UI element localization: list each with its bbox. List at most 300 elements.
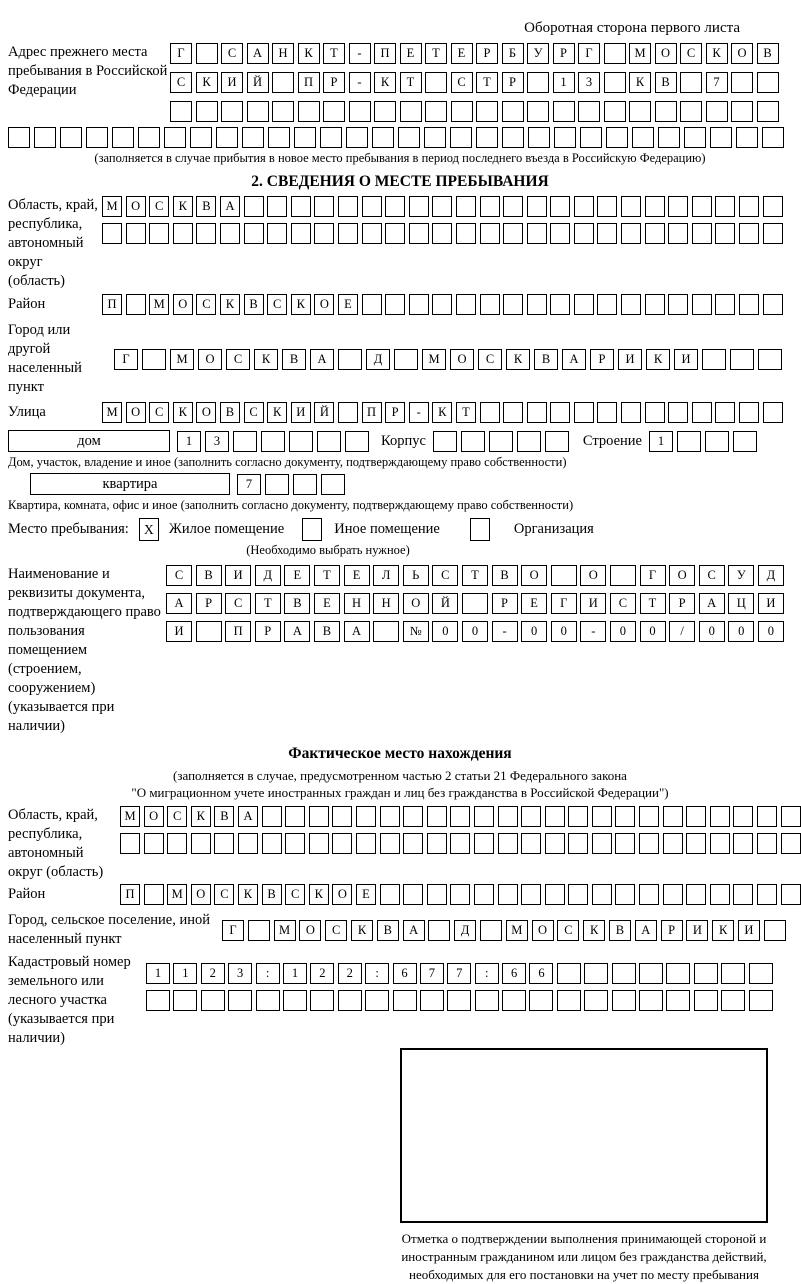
char-cell[interactable] <box>233 431 257 452</box>
char-cell[interactable] <box>610 565 636 586</box>
char-cell[interactable] <box>349 101 371 122</box>
char-cell[interactable] <box>142 349 166 370</box>
char-cell[interactable] <box>710 127 732 148</box>
char-cell[interactable]: Е <box>521 593 547 614</box>
char-cell[interactable]: К <box>173 196 193 217</box>
char-cell[interactable]: Ц <box>728 593 754 614</box>
char-cell[interactable] <box>338 223 358 244</box>
char-cell[interactable] <box>686 806 706 827</box>
char-cell[interactable] <box>645 196 665 217</box>
char-cell[interactable]: : <box>365 963 389 984</box>
char-cell[interactable] <box>663 884 683 905</box>
char-cell[interactable] <box>757 833 777 854</box>
char-cell[interactable]: Т <box>456 402 476 423</box>
char-cell[interactable] <box>372 127 394 148</box>
char-cell[interactable] <box>346 127 368 148</box>
char-cell[interactable] <box>706 101 728 122</box>
char-cell[interactable] <box>574 223 594 244</box>
char-cell[interactable]: К <box>298 43 320 64</box>
char-cell[interactable]: 0 <box>521 621 547 642</box>
char-cell[interactable] <box>285 806 305 827</box>
char-cell[interactable] <box>146 990 170 1011</box>
char-cell[interactable] <box>267 223 287 244</box>
char-cell[interactable] <box>398 127 420 148</box>
char-cell[interactable]: М <box>422 349 446 370</box>
char-cell[interactable] <box>680 101 702 122</box>
char-cell[interactable] <box>374 101 396 122</box>
char-cell[interactable] <box>475 990 499 1011</box>
char-cell[interactable]: - <box>492 621 518 642</box>
char-cell[interactable]: С <box>267 294 287 315</box>
char-cell[interactable] <box>450 127 472 148</box>
char-cell[interactable]: С <box>451 72 473 93</box>
char-cell[interactable] <box>138 127 160 148</box>
char-cell[interactable] <box>403 806 423 827</box>
char-cell[interactable] <box>309 833 329 854</box>
char-cell[interactable]: С <box>244 402 264 423</box>
char-cell[interactable]: М <box>274 920 296 941</box>
char-cell[interactable] <box>568 806 588 827</box>
char-cell[interactable]: - <box>349 43 371 64</box>
char-cell[interactable] <box>597 196 617 217</box>
char-cell[interactable] <box>645 402 665 423</box>
char-cell[interactable]: О <box>196 402 216 423</box>
char-cell[interactable]: О <box>532 920 554 941</box>
char-cell[interactable]: О <box>173 294 193 315</box>
char-cell[interactable] <box>749 990 773 1011</box>
char-cell[interactable] <box>425 72 447 93</box>
char-cell[interactable] <box>373 621 399 642</box>
char-cell[interactable] <box>345 431 369 452</box>
char-cell[interactable]: Т <box>425 43 447 64</box>
char-cell[interactable]: Р <box>661 920 683 941</box>
char-cell[interactable]: - <box>580 621 606 642</box>
char-cell[interactable]: С <box>166 565 192 586</box>
char-cell[interactable] <box>521 884 541 905</box>
char-cell[interactable] <box>409 196 429 217</box>
char-cell[interactable] <box>294 127 316 148</box>
char-cell[interactable] <box>694 990 718 1011</box>
char-cell[interactable]: В <box>262 884 282 905</box>
char-cell[interactable]: Р <box>502 72 524 93</box>
char-cell[interactable]: Й <box>432 593 458 614</box>
char-cell[interactable] <box>393 990 417 1011</box>
char-cell[interactable]: К <box>629 72 651 93</box>
char-cell[interactable]: С <box>325 920 347 941</box>
char-cell[interactable] <box>764 920 786 941</box>
char-cell[interactable] <box>612 990 636 1011</box>
char-cell[interactable]: Д <box>366 349 390 370</box>
char-cell[interactable]: Р <box>476 43 498 64</box>
char-cell[interactable] <box>503 196 523 217</box>
char-cell[interactable] <box>214 833 234 854</box>
char-cell[interactable]: Т <box>462 565 488 586</box>
char-cell[interactable] <box>149 223 169 244</box>
char-cell[interactable]: 0 <box>640 621 666 642</box>
char-cell[interactable] <box>545 806 565 827</box>
char-cell[interactable] <box>191 833 211 854</box>
char-cell[interactable]: 0 <box>699 621 725 642</box>
stay-option-other-premises-checkbox[interactable] <box>302 518 322 541</box>
char-cell[interactable]: А <box>403 920 425 941</box>
char-cell[interactable] <box>86 127 108 148</box>
char-cell[interactable] <box>781 833 801 854</box>
char-cell[interactable]: С <box>170 72 192 93</box>
char-cell[interactable] <box>362 294 382 315</box>
char-cell[interactable] <box>272 101 294 122</box>
char-cell[interactable]: У <box>728 565 754 586</box>
char-cell[interactable] <box>621 196 641 217</box>
char-cell[interactable]: К <box>254 349 278 370</box>
char-cell[interactable] <box>196 43 218 64</box>
char-cell[interactable] <box>733 833 753 854</box>
char-cell[interactable] <box>267 196 287 217</box>
char-cell[interactable]: В <box>196 196 216 217</box>
char-cell[interactable] <box>733 431 757 452</box>
char-cell[interactable] <box>272 72 294 93</box>
char-cell[interactable]: Г <box>114 349 138 370</box>
char-cell[interactable] <box>474 884 494 905</box>
char-cell[interactable]: К <box>173 402 193 423</box>
char-cell[interactable] <box>502 990 526 1011</box>
char-cell[interactable]: 3 <box>578 72 600 93</box>
char-cell[interactable] <box>221 101 243 122</box>
char-cell[interactable] <box>256 990 280 1011</box>
char-cell[interactable]: О <box>669 565 695 586</box>
char-cell[interactable] <box>762 127 784 148</box>
char-cell[interactable]: О <box>580 565 606 586</box>
stay-option-residential-checkbox[interactable]: X <box>139 518 159 541</box>
char-cell[interactable]: 3 <box>205 431 229 452</box>
char-cell[interactable]: О <box>521 565 547 586</box>
char-cell[interactable] <box>597 294 617 315</box>
char-cell[interactable] <box>196 621 222 642</box>
char-cell[interactable] <box>545 431 569 452</box>
char-cell[interactable]: М <box>506 920 528 941</box>
char-cell[interactable] <box>126 294 146 315</box>
char-cell[interactable]: Е <box>344 565 370 586</box>
char-cell[interactable] <box>710 833 730 854</box>
char-cell[interactable]: О <box>299 920 321 941</box>
char-cell[interactable] <box>550 402 570 423</box>
char-cell[interactable] <box>474 833 494 854</box>
char-cell[interactable]: И <box>738 920 760 941</box>
char-cell[interactable] <box>502 101 524 122</box>
char-cell[interactable]: Й <box>247 72 269 93</box>
char-cell[interactable]: К <box>583 920 605 941</box>
char-cell[interactable]: А <box>635 920 657 941</box>
char-cell[interactable] <box>710 806 730 827</box>
char-cell[interactable]: С <box>557 920 579 941</box>
char-cell[interactable] <box>425 101 447 122</box>
char-cell[interactable]: К <box>238 884 258 905</box>
char-cell[interactable]: И <box>166 621 192 642</box>
char-cell[interactable]: 1 <box>173 963 197 984</box>
char-cell[interactable]: Р <box>492 593 518 614</box>
char-cell[interactable] <box>476 101 498 122</box>
char-cell[interactable]: О <box>191 884 211 905</box>
char-cell[interactable]: М <box>102 402 122 423</box>
char-cell[interactable] <box>320 127 342 148</box>
stay-option-organization-checkbox[interactable] <box>470 518 490 541</box>
char-cell[interactable] <box>639 884 659 905</box>
char-cell[interactable]: Т <box>323 43 345 64</box>
char-cell[interactable] <box>120 833 140 854</box>
char-cell[interactable] <box>424 127 446 148</box>
char-cell[interactable] <box>592 833 612 854</box>
char-cell[interactable]: У <box>527 43 549 64</box>
char-cell[interactable]: 0 <box>758 621 784 642</box>
char-cell[interactable]: Л <box>373 565 399 586</box>
char-cell[interactable]: И <box>758 593 784 614</box>
char-cell[interactable]: И <box>580 593 606 614</box>
char-cell[interactable] <box>450 833 470 854</box>
char-cell[interactable] <box>629 101 651 122</box>
char-cell[interactable]: В <box>244 294 264 315</box>
char-cell[interactable]: : <box>475 963 499 984</box>
char-cell[interactable] <box>655 101 677 122</box>
char-cell[interactable]: С <box>699 565 725 586</box>
char-cell[interactable] <box>380 884 400 905</box>
char-cell[interactable] <box>228 990 252 1011</box>
char-cell[interactable] <box>480 196 500 217</box>
char-cell[interactable]: / <box>669 621 695 642</box>
char-cell[interactable]: М <box>629 43 651 64</box>
char-cell[interactable] <box>615 833 635 854</box>
char-cell[interactable] <box>447 990 471 1011</box>
char-cell[interactable] <box>502 127 524 148</box>
char-cell[interactable]: : <box>256 963 280 984</box>
char-cell[interactable]: Т <box>400 72 422 93</box>
char-cell[interactable]: Р <box>323 72 345 93</box>
char-cell[interactable]: М <box>167 884 187 905</box>
char-cell[interactable] <box>409 294 429 315</box>
char-cell[interactable]: О <box>731 43 753 64</box>
char-cell[interactable] <box>527 223 547 244</box>
char-cell[interactable] <box>668 294 688 315</box>
char-cell[interactable]: А <box>220 196 240 217</box>
char-cell[interactable] <box>480 223 500 244</box>
char-cell[interactable]: К <box>351 920 373 941</box>
char-cell[interactable]: 0 <box>728 621 754 642</box>
char-cell[interactable]: С <box>432 565 458 586</box>
char-cell[interactable]: П <box>225 621 251 642</box>
char-cell[interactable] <box>574 402 594 423</box>
char-cell[interactable] <box>632 127 654 148</box>
char-cell[interactable]: 1 <box>649 431 673 452</box>
char-cell[interactable] <box>403 884 423 905</box>
char-cell[interactable] <box>606 127 628 148</box>
char-cell[interactable] <box>677 431 701 452</box>
char-cell[interactable] <box>731 72 753 93</box>
char-cell[interactable] <box>527 72 549 93</box>
char-cell[interactable]: 1 <box>177 431 201 452</box>
char-cell[interactable] <box>553 101 575 122</box>
char-cell[interactable] <box>692 402 712 423</box>
char-cell[interactable] <box>338 990 362 1011</box>
char-cell[interactable]: 2 <box>201 963 225 984</box>
char-cell[interactable]: С <box>214 884 234 905</box>
char-cell[interactable] <box>385 223 405 244</box>
char-cell[interactable] <box>474 806 494 827</box>
char-cell[interactable]: Р <box>385 402 405 423</box>
char-cell[interactable] <box>758 349 782 370</box>
char-cell[interactable] <box>612 963 636 984</box>
char-cell[interactable]: 2 <box>338 963 362 984</box>
char-cell[interactable]: Т <box>255 593 281 614</box>
char-cell[interactable] <box>338 402 358 423</box>
char-cell[interactable]: О <box>403 593 429 614</box>
char-cell[interactable]: - <box>349 72 371 93</box>
char-cell[interactable] <box>705 431 729 452</box>
char-cell[interactable] <box>394 349 418 370</box>
char-cell[interactable] <box>321 474 345 495</box>
char-cell[interactable]: В <box>655 72 677 93</box>
char-cell[interactable]: П <box>374 43 396 64</box>
char-cell[interactable]: 7 <box>237 474 261 495</box>
char-cell[interactable] <box>112 127 134 148</box>
char-cell[interactable] <box>420 990 444 1011</box>
char-cell[interactable]: С <box>610 593 636 614</box>
char-cell[interactable] <box>362 196 382 217</box>
char-cell[interactable] <box>757 884 777 905</box>
char-cell[interactable]: Р <box>553 43 575 64</box>
char-cell[interactable] <box>550 196 570 217</box>
char-cell[interactable] <box>262 833 282 854</box>
char-cell[interactable] <box>268 127 290 148</box>
char-cell[interactable]: С <box>167 806 187 827</box>
char-cell[interactable]: К <box>220 294 240 315</box>
char-cell[interactable]: В <box>492 565 518 586</box>
char-cell[interactable] <box>196 223 216 244</box>
char-cell[interactable]: Е <box>338 294 358 315</box>
char-cell[interactable]: 0 <box>551 621 577 642</box>
char-cell[interactable] <box>521 806 541 827</box>
char-cell[interactable] <box>736 127 758 148</box>
char-cell[interactable]: М <box>120 806 140 827</box>
char-cell[interactable] <box>621 223 641 244</box>
char-cell[interactable]: К <box>646 349 670 370</box>
char-cell[interactable] <box>380 833 400 854</box>
char-cell[interactable]: Н <box>344 593 370 614</box>
char-cell[interactable] <box>527 294 547 315</box>
char-cell[interactable] <box>291 223 311 244</box>
char-cell[interactable] <box>733 806 753 827</box>
char-cell[interactable] <box>480 920 502 941</box>
char-cell[interactable] <box>433 431 457 452</box>
char-cell[interactable] <box>332 833 352 854</box>
char-cell[interactable]: 2 <box>310 963 334 984</box>
char-cell[interactable] <box>450 884 470 905</box>
char-cell[interactable]: С <box>149 196 169 217</box>
char-cell[interactable] <box>309 806 329 827</box>
char-cell[interactable]: Г <box>551 593 577 614</box>
char-cell[interactable] <box>739 223 759 244</box>
char-cell[interactable] <box>285 833 305 854</box>
char-cell[interactable]: В <box>609 920 631 941</box>
char-cell[interactable]: В <box>314 621 340 642</box>
char-cell[interactable] <box>715 196 735 217</box>
char-cell[interactable] <box>527 196 547 217</box>
char-cell[interactable] <box>739 294 759 315</box>
char-cell[interactable] <box>763 294 783 315</box>
char-cell[interactable] <box>427 884 447 905</box>
char-cell[interactable] <box>545 884 565 905</box>
char-cell[interactable] <box>749 963 773 984</box>
char-cell[interactable] <box>476 127 498 148</box>
char-cell[interactable]: 3 <box>228 963 252 984</box>
char-cell[interactable] <box>365 990 389 1011</box>
char-cell[interactable] <box>314 196 334 217</box>
char-cell[interactable]: К <box>706 43 728 64</box>
char-cell[interactable]: М <box>170 349 194 370</box>
char-cell[interactable] <box>432 223 452 244</box>
char-cell[interactable] <box>550 294 570 315</box>
char-cell[interactable] <box>666 990 690 1011</box>
char-cell[interactable] <box>763 223 783 244</box>
char-cell[interactable]: О <box>198 349 222 370</box>
char-cell[interactable] <box>144 884 164 905</box>
char-cell[interactable] <box>578 101 600 122</box>
char-cell[interactable]: А <box>284 621 310 642</box>
char-cell[interactable] <box>604 101 626 122</box>
char-cell[interactable] <box>298 101 320 122</box>
char-cell[interactable]: 0 <box>462 621 488 642</box>
char-cell[interactable] <box>310 990 334 1011</box>
char-cell[interactable]: С <box>196 294 216 315</box>
char-cell[interactable] <box>584 963 608 984</box>
char-cell[interactable] <box>668 402 688 423</box>
char-cell[interactable] <box>527 402 547 423</box>
char-cell[interactable]: 7 <box>447 963 471 984</box>
char-cell[interactable] <box>503 402 523 423</box>
char-cell[interactable]: Д <box>454 920 476 941</box>
char-cell[interactable] <box>356 833 376 854</box>
char-cell[interactable]: С <box>285 884 305 905</box>
char-cell[interactable] <box>461 431 485 452</box>
char-cell[interactable] <box>592 806 612 827</box>
char-cell[interactable] <box>692 196 712 217</box>
char-cell[interactable] <box>427 833 447 854</box>
char-cell[interactable] <box>694 963 718 984</box>
char-cell[interactable]: 1 <box>283 963 307 984</box>
char-cell[interactable] <box>216 127 238 148</box>
char-cell[interactable]: К <box>506 349 530 370</box>
char-cell[interactable] <box>680 72 702 93</box>
char-cell[interactable]: И <box>686 920 708 941</box>
char-cell[interactable]: Ь <box>403 565 429 586</box>
char-cell[interactable] <box>291 196 311 217</box>
char-cell[interactable] <box>238 833 258 854</box>
char-cell[interactable] <box>604 72 626 93</box>
char-cell[interactable]: 6 <box>529 963 553 984</box>
char-cell[interactable] <box>173 223 193 244</box>
char-cell[interactable]: А <box>247 43 269 64</box>
char-cell[interactable] <box>730 349 754 370</box>
char-cell[interactable] <box>715 402 735 423</box>
char-cell[interactable] <box>710 884 730 905</box>
char-cell[interactable]: В <box>377 920 399 941</box>
char-cell[interactable] <box>428 920 450 941</box>
char-cell[interactable] <box>338 196 358 217</box>
char-cell[interactable] <box>621 402 641 423</box>
char-cell[interactable] <box>639 806 659 827</box>
char-cell[interactable] <box>658 127 680 148</box>
char-cell[interactable] <box>8 127 30 148</box>
char-cell[interactable] <box>639 990 663 1011</box>
char-cell[interactable] <box>557 963 581 984</box>
char-cell[interactable] <box>645 294 665 315</box>
